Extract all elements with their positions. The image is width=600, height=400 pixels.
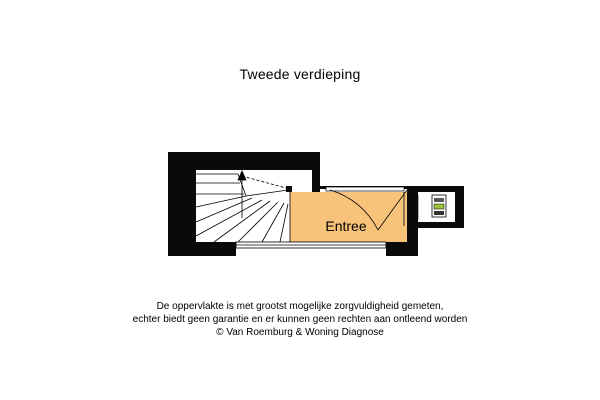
top-window [326, 187, 404, 191]
wall-upper-right [312, 152, 320, 192]
wall-right-entree [407, 186, 418, 256]
stair-area [196, 170, 290, 242]
wall-meter-bottom [407, 222, 464, 228]
disclaimer-line-3: © Van Roemburg & Woning Diagnose [216, 327, 384, 338]
floor-title: Tweede verdieping [239, 66, 361, 82]
wall-top-stair [168, 152, 320, 170]
room-label-entree: Entree [325, 218, 367, 234]
wall-pillar [286, 186, 292, 192]
utility-meter-icon [418, 195, 446, 220]
entree-room [290, 192, 407, 242]
disclaimer-line-2: echter biedt geen garantie en er kunnen geen rechten aan ontleend worden [132, 314, 468, 325]
disclaimer [0, 300, 600, 339]
wall-meter-right [455, 186, 464, 228]
disclaimer-line-1: De oppervlakte is met grootst mogelijke zorgvuldigheid gemeten, [156, 301, 444, 312]
bottom-window [236, 242, 386, 248]
wall-bottom-left [168, 242, 236, 256]
